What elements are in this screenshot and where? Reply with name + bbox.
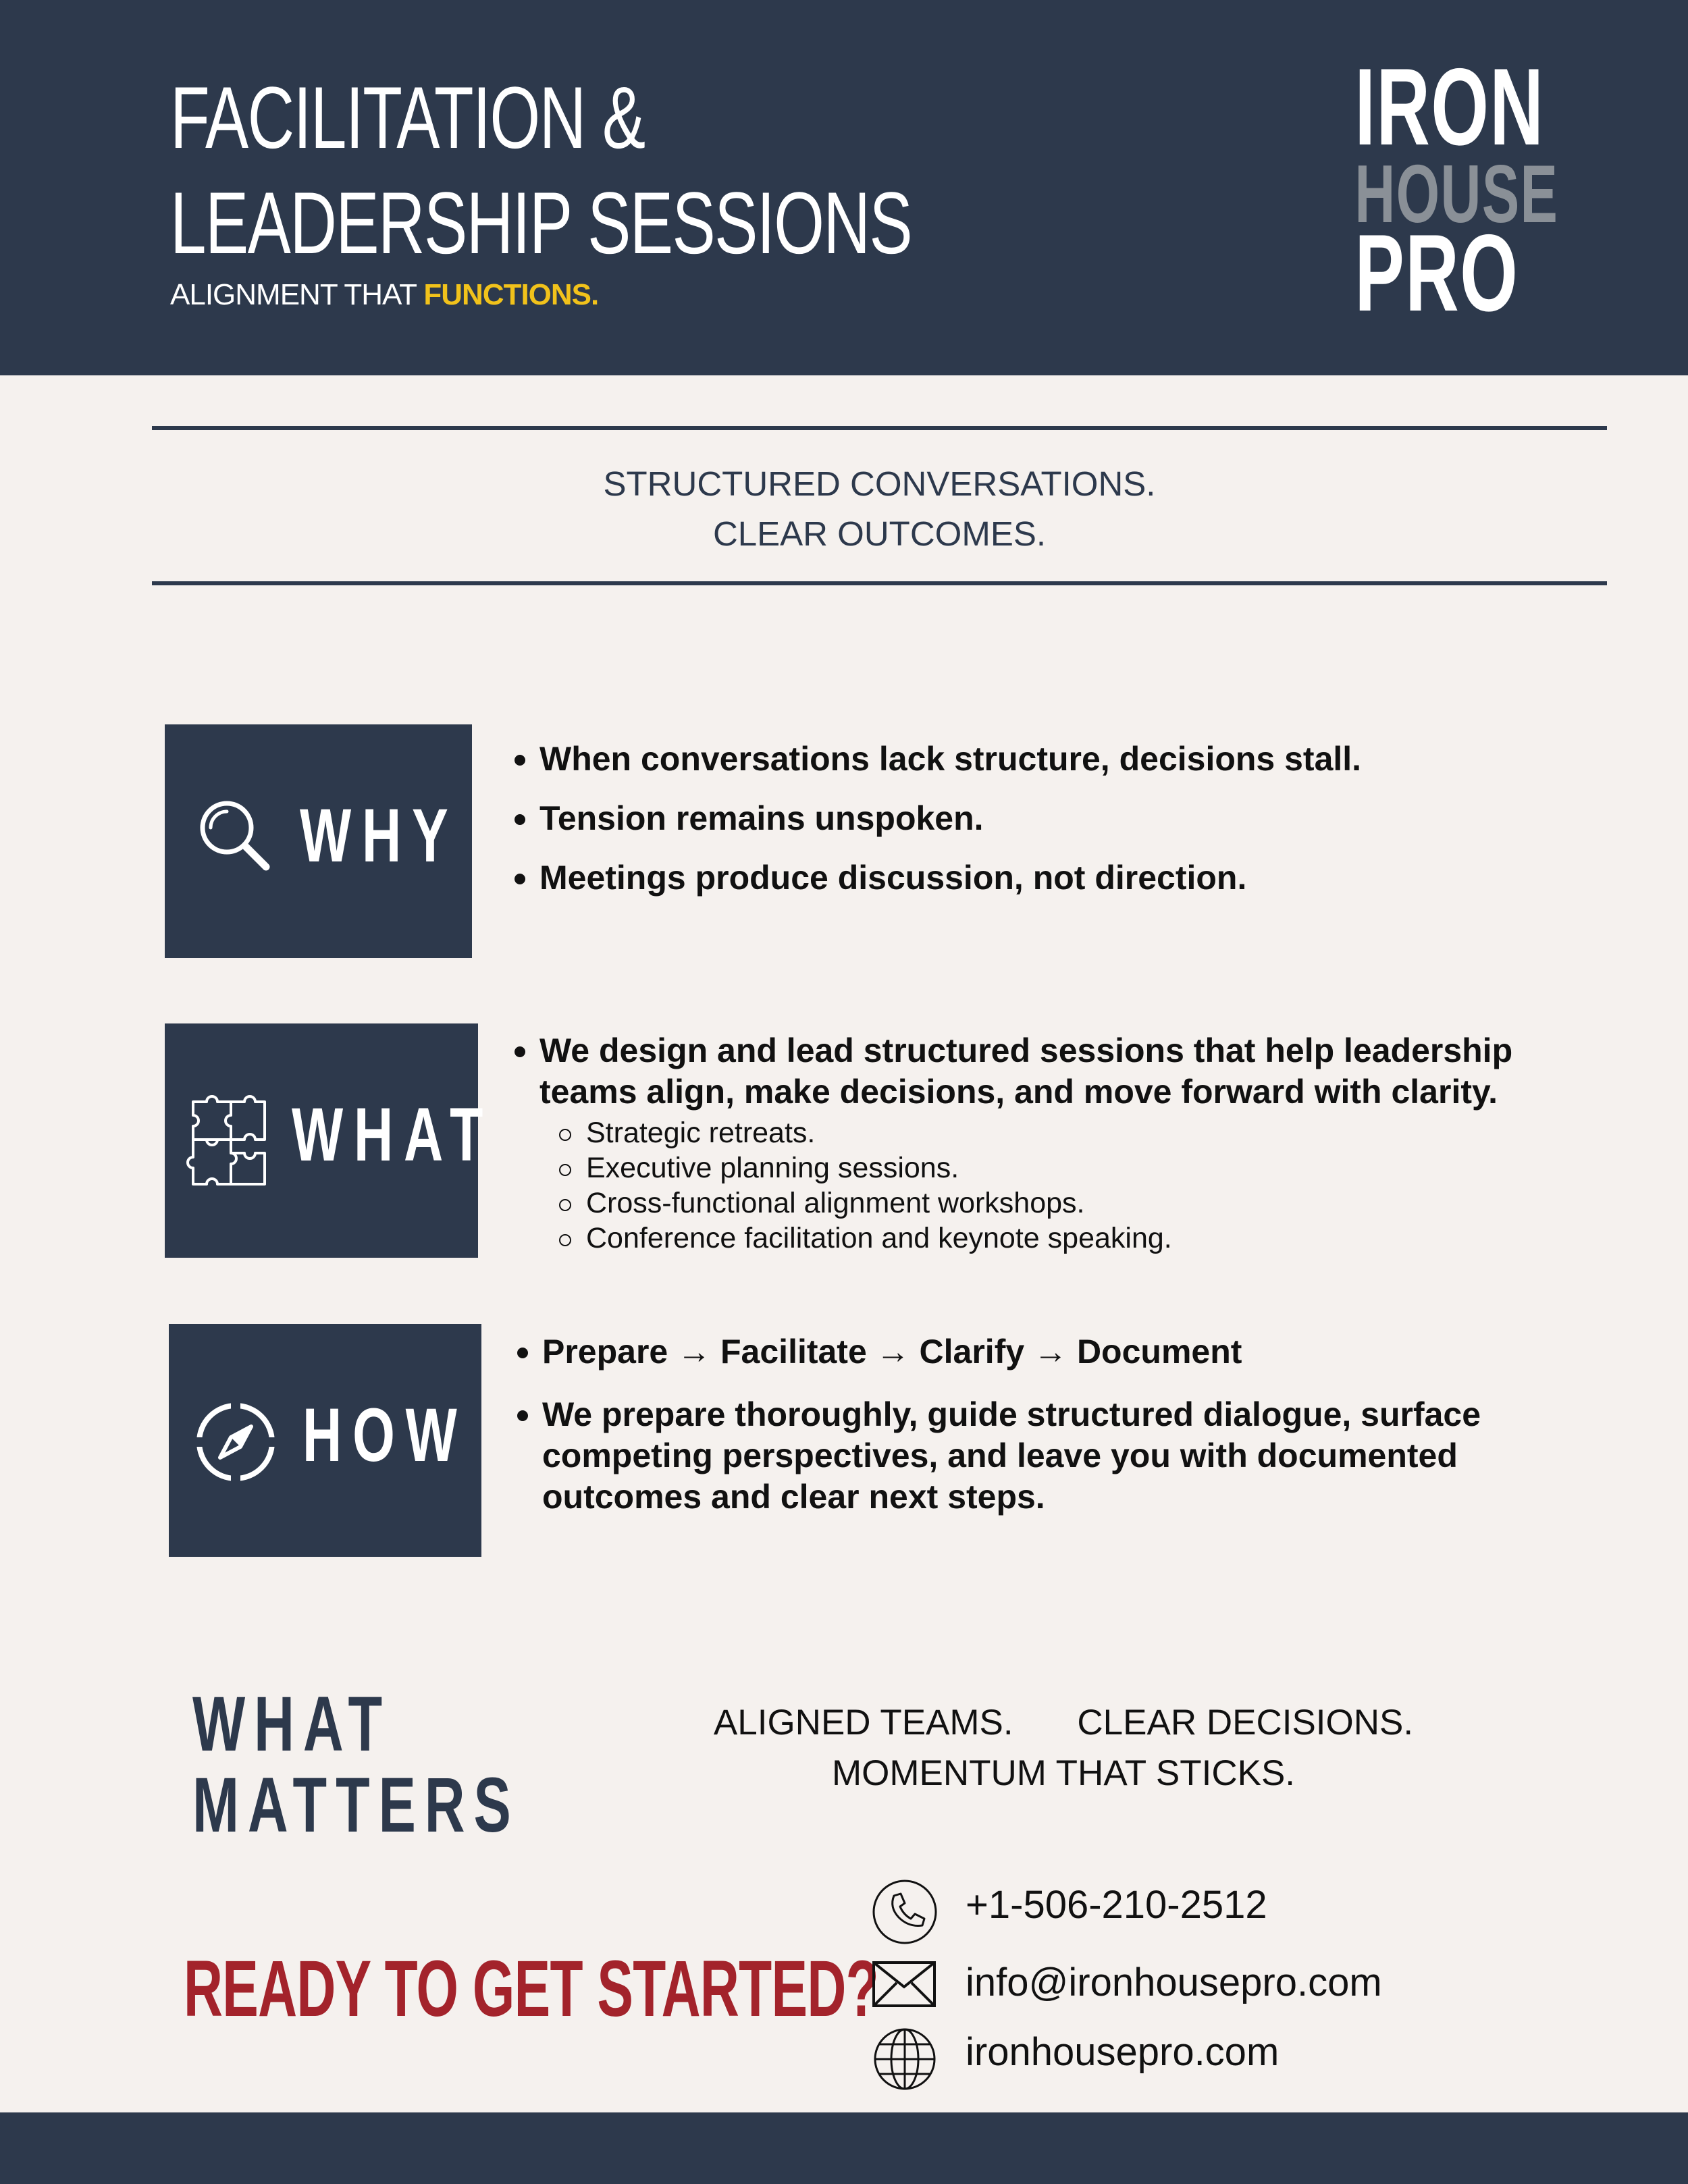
divider-bottom xyxy=(152,581,1607,585)
subtitle xyxy=(170,278,598,312)
what-label: WHAT xyxy=(292,1092,494,1177)
puzzle-icon xyxy=(181,1091,269,1196)
subtitle-prefix: ALIGNMENT THAT xyxy=(170,278,424,311)
what-bullets xyxy=(508,1030,1541,1113)
tagline xyxy=(152,459,1607,559)
what-sub-bullets xyxy=(508,1115,1172,1256)
title-line-2: LEADERSHIP SESSIONS xyxy=(170,174,912,272)
list-item: Conference facilitation and keynote speaking. xyxy=(508,1221,1172,1256)
list-item: Cross-functional alignment workshops. xyxy=(508,1186,1172,1221)
what-main-bullet: We design and lead structured sessions that help leadership teams align, make decisions, and move forward with clarity. xyxy=(539,1032,1513,1111)
list-item: Tension remains unspoken. xyxy=(508,798,1361,839)
what-matters-heading xyxy=(192,1681,520,1848)
footer-bar xyxy=(0,2112,1688,2184)
list-item: Strategic retreats. xyxy=(508,1115,1172,1150)
compass-icon xyxy=(193,1400,278,1488)
ironhouse-logo xyxy=(1323,46,1559,334)
phone-icon xyxy=(871,1878,939,1949)
what-box xyxy=(165,1023,494,1258)
list-item: When conversations lack structure, decisions stall. xyxy=(508,739,1361,780)
how-label: HOW xyxy=(302,1393,468,1477)
logo-line-3: PRO xyxy=(1354,212,1519,334)
what-matters-line-2: MATTERS xyxy=(192,1762,520,1848)
tagline-line-1: STRUCTURED CONVERSATIONS. xyxy=(603,464,1156,503)
outcome-aligned-teams: ALIGNED TEAMS. xyxy=(713,1703,1013,1742)
subtitle-accent: FUNCTIONS. xyxy=(423,278,599,311)
tagline-line-2: CLEAR OUTCOMES. xyxy=(712,514,1047,553)
title-line-1: FACILITATION & xyxy=(170,68,645,167)
why-label: WHY xyxy=(300,793,459,878)
why-bullets xyxy=(508,739,1361,917)
how-box xyxy=(169,1324,481,1557)
website-url[interactable]: ironhousepro.com xyxy=(966,2030,1280,2074)
mail-icon xyxy=(871,1959,939,2013)
search-icon xyxy=(196,797,274,878)
header-banner xyxy=(0,0,1688,375)
list-item: Prepare → Facilitate → Clarify → Document xyxy=(510,1331,1537,1373)
divider-top xyxy=(152,426,1607,430)
list-item: Executive planning sessions. xyxy=(508,1150,1172,1186)
globe-icon xyxy=(871,2025,939,2096)
what-matters-line-1: WHAT xyxy=(192,1681,392,1767)
phone-number[interactable]: +1-506-210-2512 xyxy=(966,1883,1267,1927)
page-title xyxy=(170,65,912,275)
logo-line-1: IRON xyxy=(1354,46,1545,168)
why-box xyxy=(165,724,472,958)
outcome-clear-decisions: CLEAR DECISIONS. xyxy=(1077,1703,1414,1742)
list-item xyxy=(508,1030,1541,1113)
logo-line-2: HOUSE xyxy=(1354,148,1559,240)
list-item: We prepare thoroughly, guide structured dialogue, surface competing perspectives, and leave you with documented outcomes and clear next steps. xyxy=(510,1394,1537,1518)
list-item: Meetings produce discussion, not direction. xyxy=(508,857,1361,899)
how-bullets xyxy=(510,1331,1537,1539)
email-address[interactable]: info@ironhousepro.com xyxy=(966,1961,1382,2004)
outcomes xyxy=(675,1697,1452,1799)
outcome-momentum: MOMENTUM THAT STICKS. xyxy=(831,1753,1296,1793)
cta-heading: READY TO GET STARTED? xyxy=(184,1944,878,2033)
